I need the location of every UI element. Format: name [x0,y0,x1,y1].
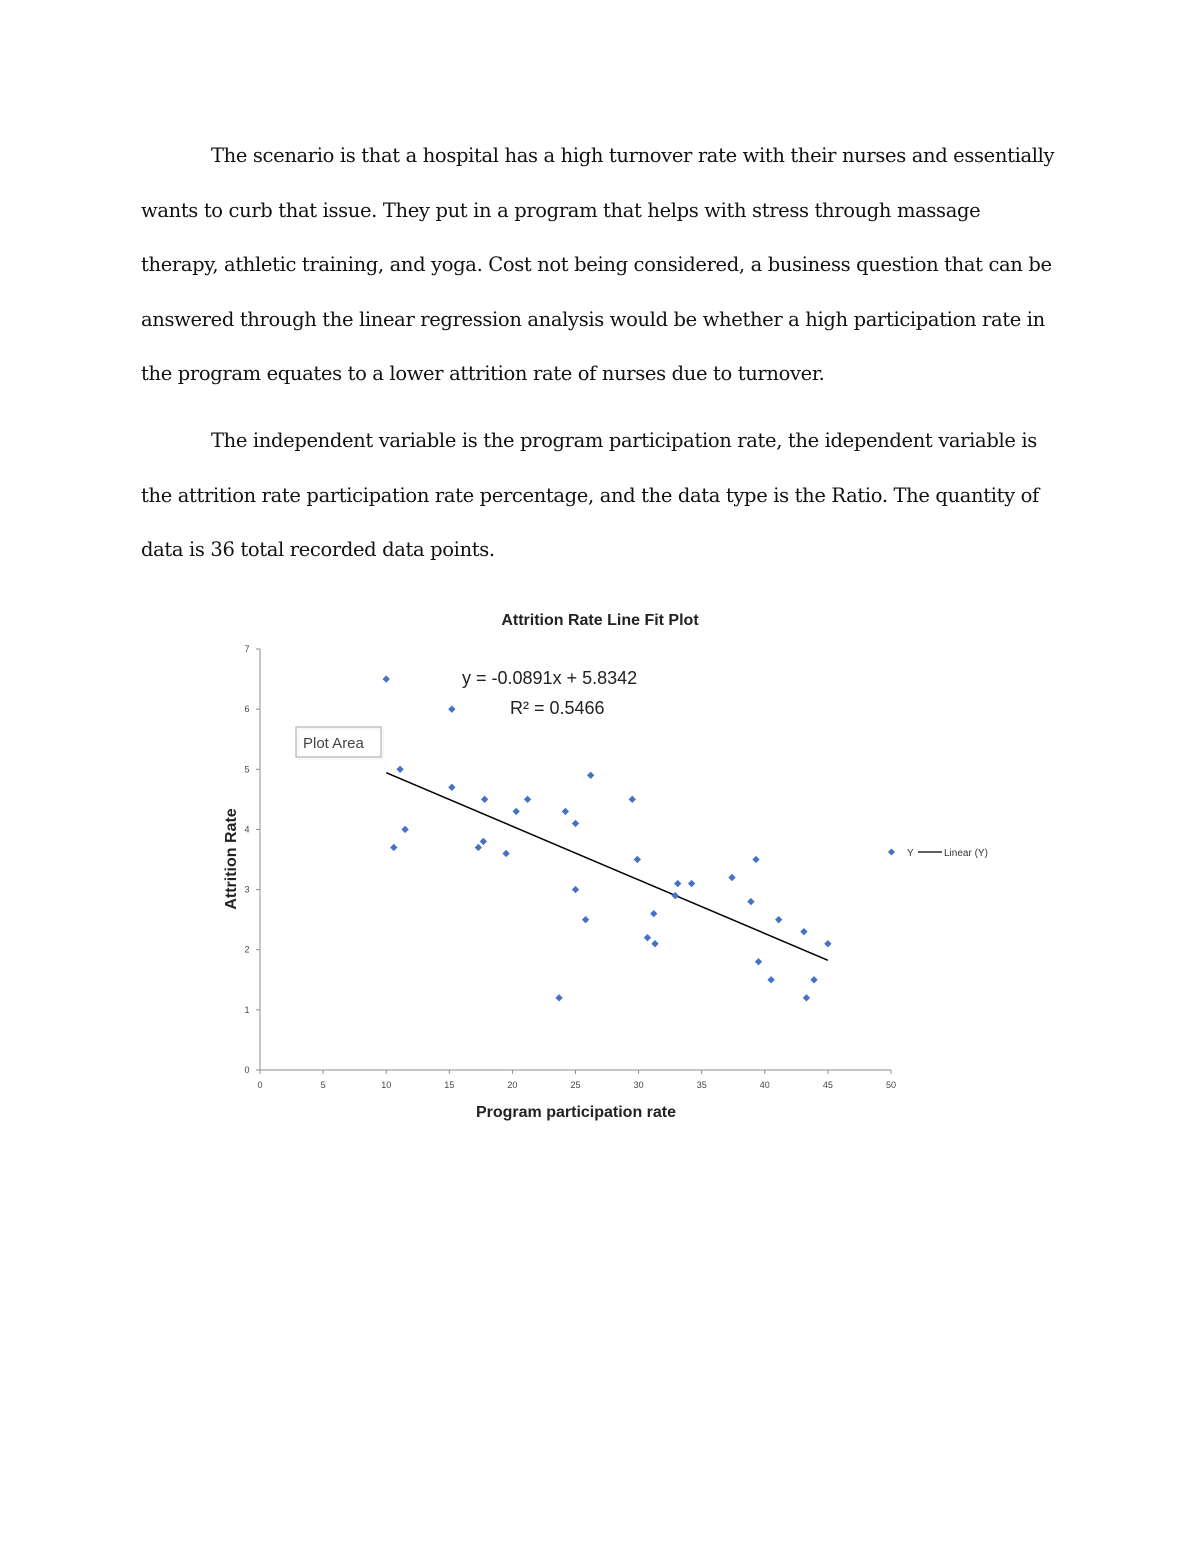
data-point [448,705,455,712]
x-tick-label: 0 [257,1080,263,1090]
x-tick-label: 45 [822,1080,833,1090]
x-tick-label: 35 [696,1080,707,1090]
data-point [572,886,579,893]
y-tick-label: 5 [244,764,250,775]
chart-legend [888,848,988,859]
chart-svg [200,598,1020,1128]
data-point [524,796,531,803]
data-point [755,958,762,965]
data-point [688,880,695,887]
y-tick-label: 4 [244,824,250,835]
regression-equation: y = -0.0891x + 5.8342 [462,668,638,688]
plot-area-tooltip-text: Plot Area [303,735,364,752]
plot-area-tooltip [296,727,383,759]
trendline [386,773,828,961]
trendline-group [386,773,828,961]
data-point [644,934,651,941]
data-point [810,976,817,983]
data-point [396,766,403,773]
data-point [824,940,831,947]
y-tick-label: 6 [244,704,250,715]
data-point [672,892,679,899]
x-tick-label: 5 [320,1080,326,1090]
data-point [728,874,735,881]
data-point [562,808,569,815]
data-point [475,844,482,851]
y-axis-label: Attrition Rate [223,808,240,910]
data-point [800,928,807,935]
x-tick-label: 50 [885,1080,897,1090]
data-points [383,675,832,1001]
data-point [651,940,658,947]
data-point [390,844,397,851]
data-point [401,826,408,833]
data-point [803,994,810,1001]
data-point [480,838,487,845]
x-tick-label: 30 [633,1080,644,1090]
y-tick-label: 2 [244,944,250,955]
x-tick-label: 15 [444,1080,455,1090]
attrition-chart [200,598,1020,1128]
y-tick-label: 7 [244,644,250,654]
x-axis-label: Program participation rate [475,1104,677,1121]
y-tick-label: 1 [244,1004,250,1015]
data-point [767,976,774,983]
data-point [752,856,759,863]
y-axis [244,644,260,1075]
x-tick-label: 20 [507,1080,518,1090]
chart-title: Attrition Rate Line Fit Plot [501,612,699,629]
data-point [747,898,754,905]
data-point [629,796,636,803]
data-point [513,808,520,815]
data-point [587,772,594,779]
x-tick-label: 40 [759,1080,770,1090]
paragraph-variables: The independent variable is the program participation rate, the idependent variable is the attrition rate participation rate percentage, and the data type is the Ratio. The quantity of data is 36 total recorded data points. [141,429,1039,561]
data-point [383,675,390,682]
data-point [572,820,579,827]
data-point [582,916,589,923]
paragraph-scenario: The scenario is that a hospital has a high turnover rate with their nurses and essentially wants to curb that issue. They put in a program that helps with stress through massage therapy, athletic training, and yoga. Cost not being considered, a business question that can be answered through the linear regression analysis would be whether a high participation rate in the program equates to a lower attrition rate of nurses due to turnover. [141,144,1055,385]
x-tick-label: 25 [570,1080,581,1090]
data-point [634,856,641,863]
x-tick-label: 10 [381,1080,392,1090]
r-squared-label: R² = 0.5466 [510,698,605,718]
data-point [555,994,562,1001]
y-tick-label: 0 [244,1065,250,1075]
legend-trend-label: Linear (Y) [944,848,988,859]
data-point [775,916,782,923]
data-point [481,796,488,803]
data-point [448,784,455,791]
data-point [502,850,509,857]
data-point [674,880,681,887]
x-axis [257,1070,896,1090]
data-point [650,910,657,917]
legend-y-label: Y [907,848,914,859]
legend-y-marker [888,848,895,855]
y-tick-label: 3 [244,884,250,895]
